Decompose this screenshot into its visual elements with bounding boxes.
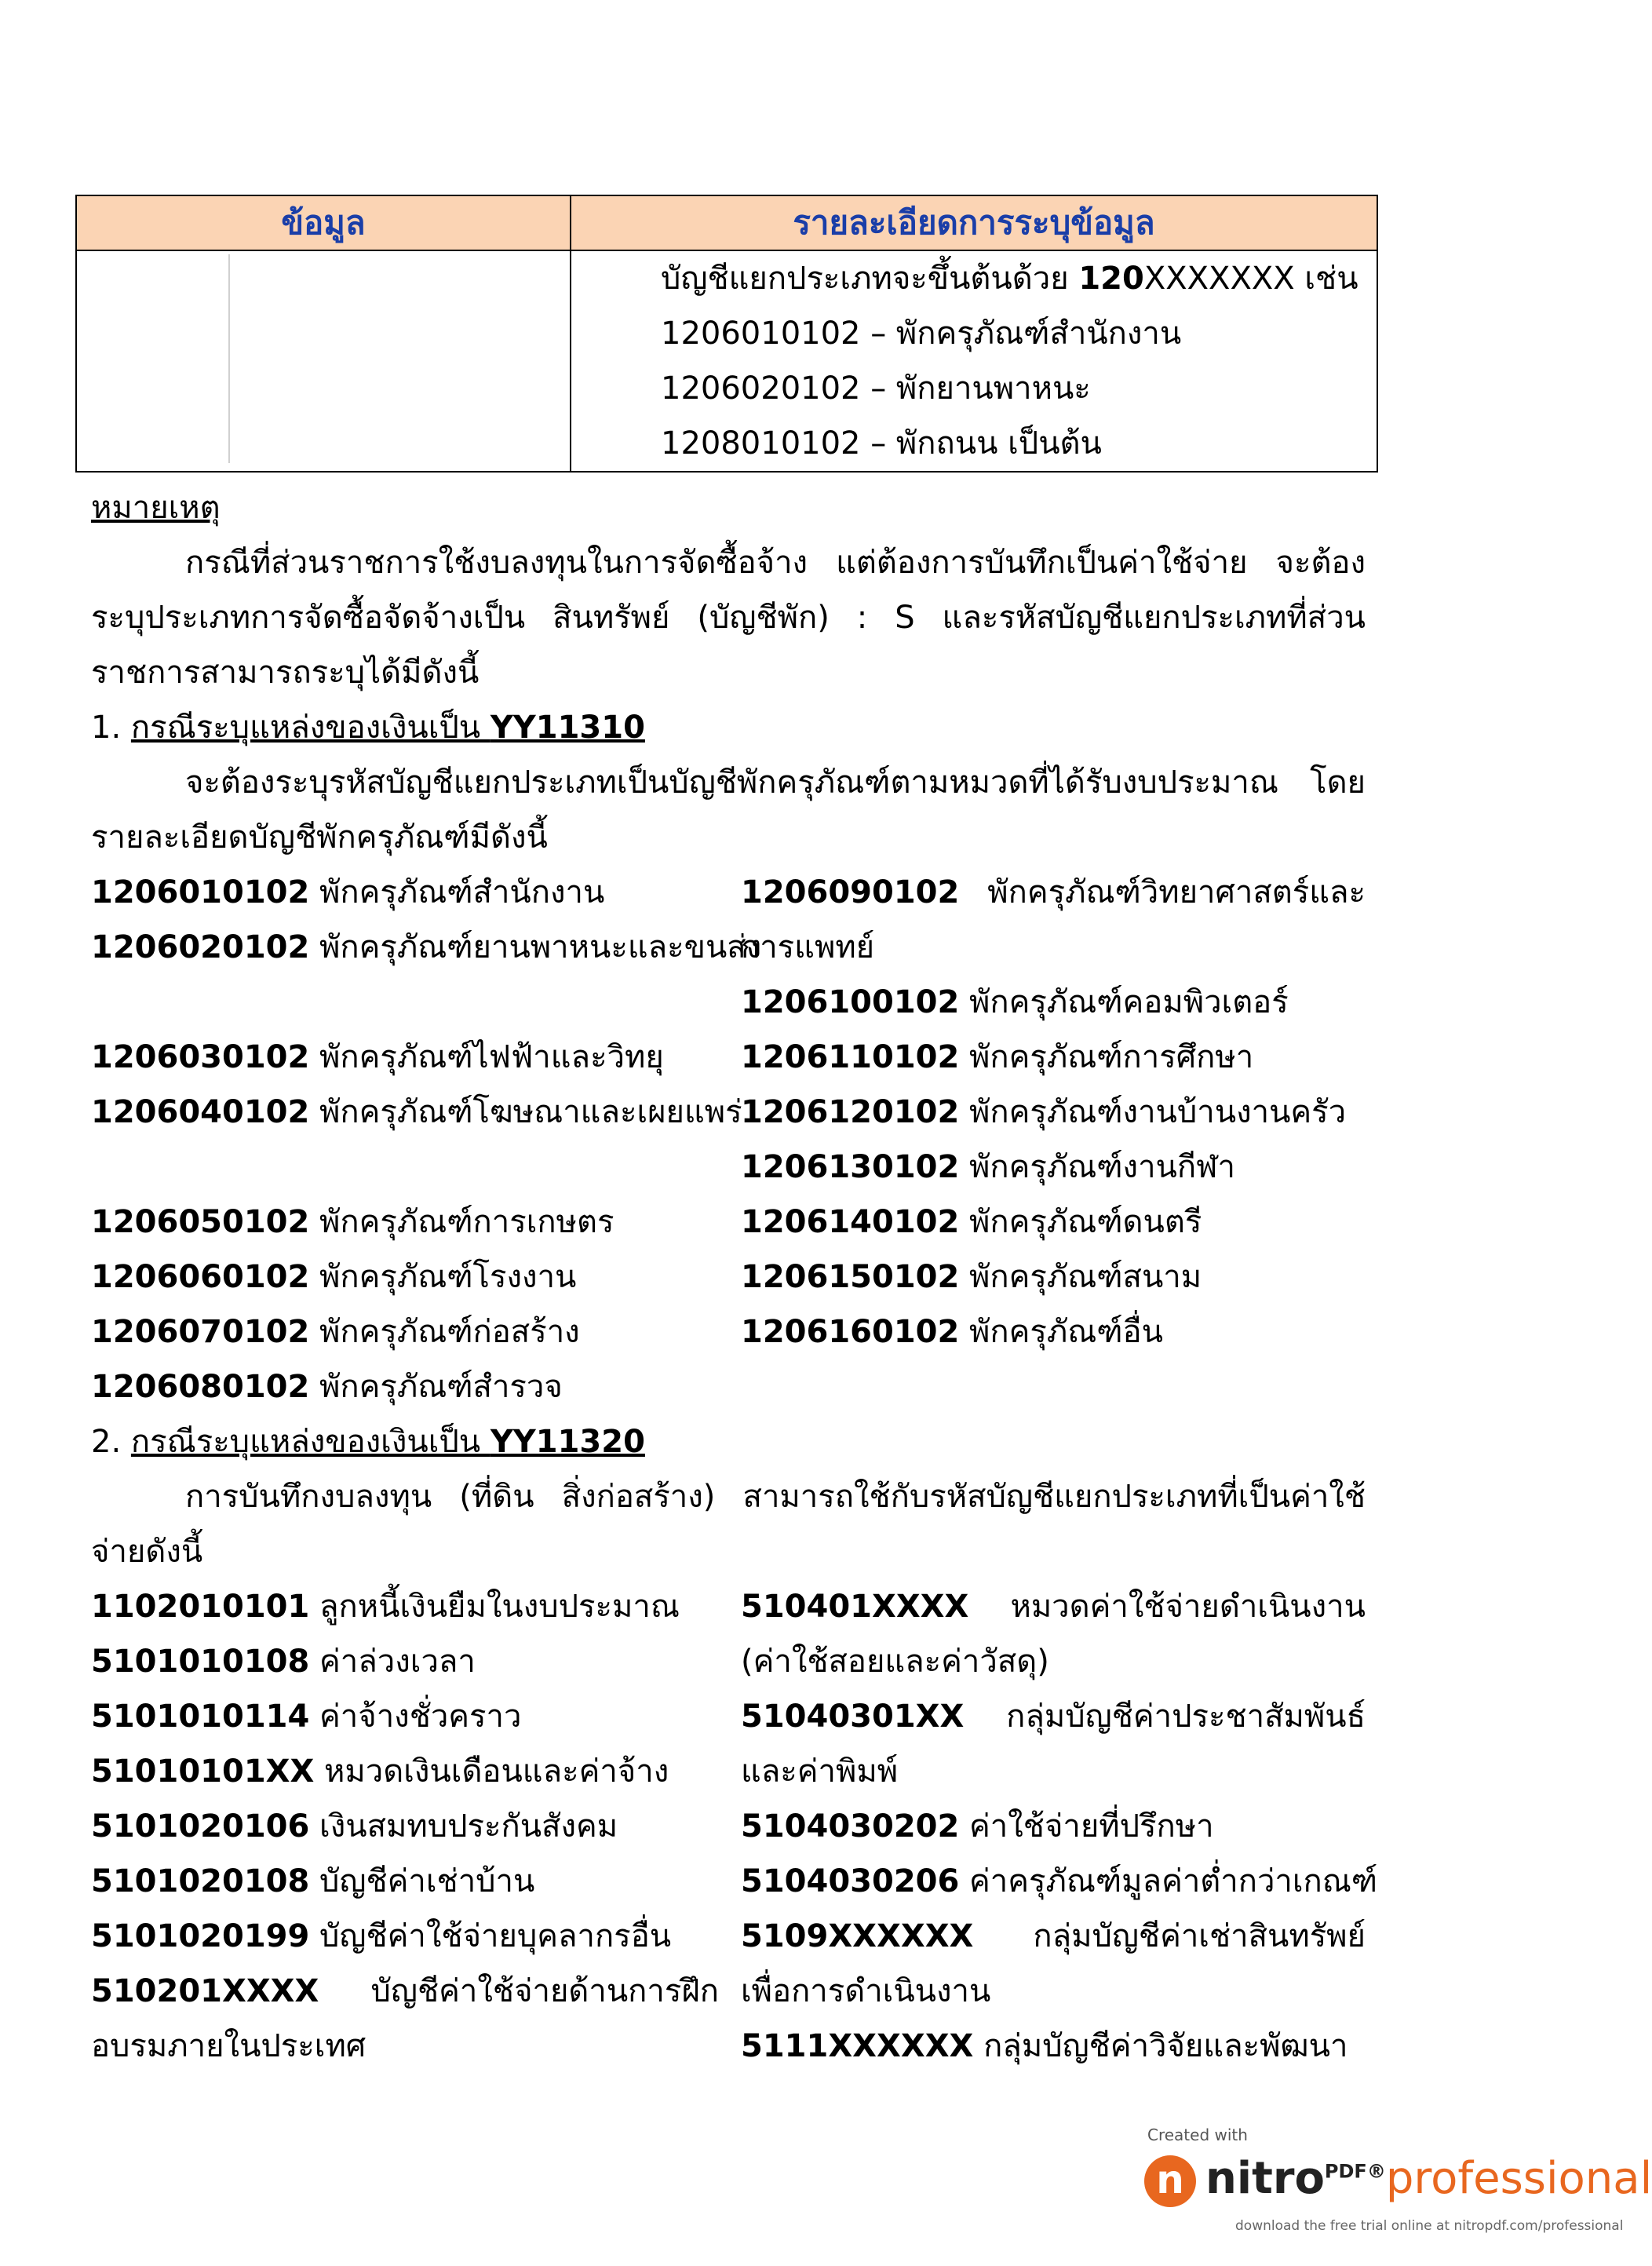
list-item: 1206090102 พักครุภัณฑ์วิทยาศาสตร์และการแพทย์ (741, 874, 1366, 965)
section2-paragraph: การบันทึกงบลงทุน (ที่ดิน สิ่งก่อสร้าง) สามารถใช้กับรหัสบัญชีแยกประเภทที่เป็นค่าใช้จ่ายดังนี้ (91, 1479, 1366, 1570)
list-item: 1206050102 พักครุภัณฑ์การเกษตร (91, 1204, 614, 1240)
list-item: 1206160102 พักครุภัณฑ์อื่น (741, 1314, 1163, 1350)
note-title: หมายเหตุ (91, 490, 221, 526)
section1-paragraph: จะต้องระบุรหัสบัญชีแยกประเภทเป็นบัญชีพักครุภัณฑ์ตามหมวดที่ได้รับงบประมาณ โดยรายละเอียดบัญชีพักครุภัณฑ์มีดังนี้ (91, 764, 1366, 856)
table-details-cell (661, 251, 1358, 471)
list-item: 5104030202 ค่าใช้จ่ายที่ปรึกษา (741, 1808, 1214, 1845)
list-item: 5111XXXXXX กลุ่มบัญชีค่าวิจัยและพัฒนา (741, 2028, 1348, 2064)
list-item: 1206040102 พักครุภัณฑ์โฆษณาและเผยแพร่ (91, 1094, 742, 1130)
table-column-divider (570, 196, 571, 471)
list-item: 1206150102 พักครุภัณฑ์สนาม (741, 1259, 1202, 1295)
list-item: 1206020102 พักครุภัณฑ์ยานพาหนะและขนส่ง (91, 929, 762, 965)
table-line: 1208010102 – พักถนน เป็นต้น (661, 425, 1102, 462)
section1-heading: 1. กรณีระบุแหล่งของเงินเป็น YY11310 (91, 710, 645, 746)
list-item: 1206120102 พักครุภัณฑ์งานบ้านงานครัว (741, 1094, 1347, 1130)
table-line: บัญชีแยกประเภทจะขึ้นต้นด้วย 120XXXXXXX เช่น (661, 261, 1358, 297)
section2-heading: 2. กรณีระบุแหล่งของเงินเป็น YY11320 (91, 1424, 645, 1460)
list-item: 5101020108 บัญชีค่าเช่าบ้าน (91, 1863, 535, 1899)
list-item: 5101020106 เงินสมทบประกันสังคม (91, 1808, 618, 1845)
info-table (75, 195, 1378, 473)
watermark-brand: nitro$^{PDF®}$professional (1205, 2153, 1652, 2204)
nitro-watermark (1141, 2124, 1652, 2250)
list-item: 510201XXXX บัญชีค่าใช้จ่ายด้านการฝึกอบรมภายในประเทศ (91, 1973, 719, 2064)
list-item: 51010101XX หมวดเงินเดือนและค่าจ้าง (91, 1753, 669, 1790)
list-item: 1206070102 พักครุภัณฑ์ก่อสร้าง (91, 1314, 580, 1350)
list-item: 5104030206 ค่าครุภัณฑ์มูลค่าต่ำกว่าเกณฑ์ (741, 1863, 1378, 1899)
table-header-row (77, 196, 1377, 251)
list-item: 1206100102 พักครุภัณฑ์คอมพิวเตอร์ (741, 984, 1289, 1020)
nitro-logo-icon: n (1144, 2155, 1196, 2207)
list-item: 1206010102 พักครุภัณฑ์สำนักงาน (91, 874, 605, 910)
list-item: 1206030102 พักครุภัณฑ์ไฟฟ้าและวิทยุ (91, 1039, 664, 1075)
list-item: 1206080102 พักครุภัณฑ์สำรวจ (91, 1369, 563, 1405)
table-line: 1206010102 – พักครุภัณฑ์สำนักงาน (661, 316, 1182, 352)
table-faint-line (228, 254, 230, 463)
list-item: 1206140102 พักครุภัณฑ์ดนตรี (741, 1204, 1202, 1240)
list-item: 1206110102 พักครุภัณฑ์การศึกษา (741, 1039, 1254, 1075)
watermark-download-text: download the free trial online at nitropdf.com/professional (1235, 2218, 1624, 2234)
list-item: 5101010108 ค่าล่วงเวลา (91, 1644, 476, 1680)
list-item: 5101010114 ค่าจ้างชั่วคราว (91, 1699, 522, 1735)
list-item: 51040301XX กลุ่มบัญชีค่าประชาสัมพันธ์และค่าพิมพ์ (741, 1699, 1366, 1790)
table-header-data: ข้อมูล (281, 203, 366, 242)
list-item: 1206130102 พักครุภัณฑ์งานกีฬา (741, 1149, 1235, 1185)
note-paragraph: กรณีที่ส่วนราชการใช้งบลงทุนในการจัดซื้อจ้าง แต่ต้องการบันทึกเป็นค่าใช้จ่าย จะต้องระบุประเภทการจัดซื้อจัดจ้างเป็น สินทรัพย์ (บัญชีพัก) : S และรหัสบัญชีแยกประเภทที่ส่วนราชการสามารถระบุได้มีดังนี้ (91, 545, 1366, 691)
table-header-details: รายละเอียดการระบุข้อมูล (793, 203, 1155, 242)
list-item: 1206060102 พักครุภัณฑ์โรงงาน (91, 1259, 577, 1295)
list-item: 510401XXXX หมวดค่าใช้จ่ายดำเนินงาน (ค่าใช้สอยและค่าวัสดุ) (741, 1589, 1366, 1680)
list-item: 5101020199 บัญชีค่าใช้จ่ายบุคลากรอื่น (91, 1918, 672, 1954)
list-item: 1102010101 ลูกหนี้เงินยืมในงบประมาณ (91, 1589, 680, 1625)
watermark-created-text: Created with (1147, 2126, 1248, 2144)
list-item: 5109XXXXXX กลุ่มบัญชีค่าเช่าสินทรัพย์เพื่อการดำเนินงาน (741, 1918, 1366, 2009)
table-line: 1206020102 – พักยานพาหนะ (661, 370, 1091, 407)
